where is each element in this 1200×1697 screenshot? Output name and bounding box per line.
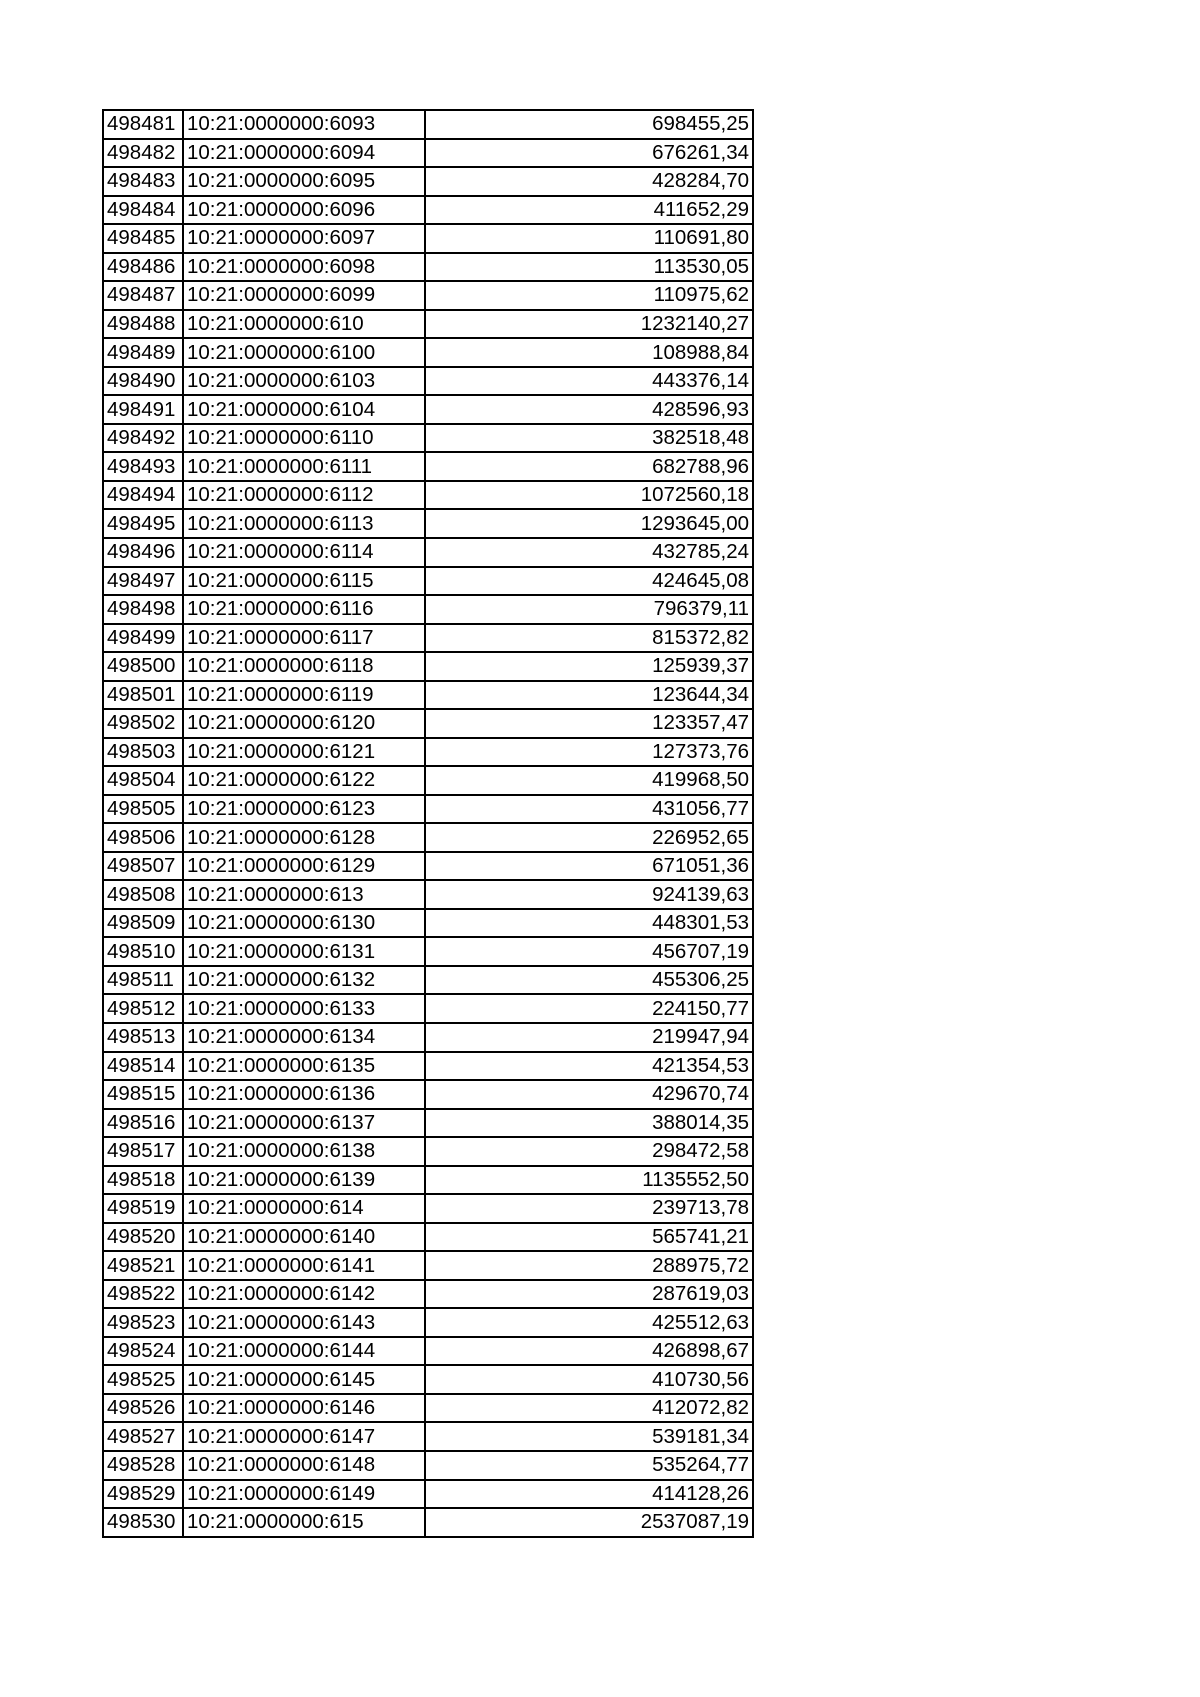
- table-row: [103, 624, 753, 653]
- cadastral-number-cell: 10:21:0000000:6104: [183, 395, 425, 424]
- row-number-cell: 498524: [103, 1337, 183, 1366]
- value-cell: 1293645,00: [425, 509, 753, 538]
- table-row: [103, 1508, 753, 1537]
- table-row: [103, 1023, 753, 1052]
- value-cell: 796379,11: [425, 595, 753, 624]
- table-row: [103, 424, 753, 453]
- value-cell: 676261,34: [425, 139, 753, 168]
- row-number-cell: 498507: [103, 852, 183, 881]
- value-cell: 455306,25: [425, 966, 753, 995]
- value-cell: 298472,58: [425, 1137, 753, 1166]
- row-number-cell: 498515: [103, 1080, 183, 1109]
- cadastral-number-cell: 10:21:0000000:6148: [183, 1451, 425, 1480]
- value-cell: 815372,82: [425, 624, 753, 653]
- table-row: [103, 1394, 753, 1423]
- table-row: [103, 1280, 753, 1309]
- table-row: [103, 110, 753, 139]
- cadastral-number-cell: 10:21:0000000:615: [183, 1508, 425, 1537]
- value-cell: 431056,77: [425, 795, 753, 824]
- row-number-cell: 498502: [103, 709, 183, 738]
- row-number-cell: 498499: [103, 624, 183, 653]
- value-cell: 443376,14: [425, 367, 753, 396]
- table-row: [103, 509, 753, 538]
- cadastral-number-cell: 10:21:0000000:6120: [183, 709, 425, 738]
- table-row: [103, 1480, 753, 1509]
- value-cell: 671051,36: [425, 852, 753, 881]
- row-number-cell: 498492: [103, 424, 183, 453]
- cadastral-number-cell: 10:21:0000000:6129: [183, 852, 425, 881]
- row-number-cell: 498482: [103, 139, 183, 168]
- row-number-cell: 498481: [103, 110, 183, 139]
- cadastral-number-cell: 10:21:0000000:6141: [183, 1251, 425, 1280]
- row-number-cell: 498523: [103, 1308, 183, 1337]
- table-row: [103, 1194, 753, 1223]
- cadastral-number-cell: 10:21:0000000:613: [183, 880, 425, 909]
- value-cell: 219947,94: [425, 1023, 753, 1052]
- table-row: [103, 567, 753, 596]
- row-number-cell: 498489: [103, 338, 183, 367]
- cadastral-number-cell: 10:21:0000000:6110: [183, 424, 425, 453]
- value-cell: 1232140,27: [425, 310, 753, 339]
- cadastral-number-cell: 10:21:0000000:6133: [183, 994, 425, 1023]
- value-cell: 426898,67: [425, 1337, 753, 1366]
- table-row: [103, 1422, 753, 1451]
- row-number-cell: 498500: [103, 652, 183, 681]
- cadastral-number-cell: 10:21:0000000:6118: [183, 652, 425, 681]
- value-cell: 388014,35: [425, 1109, 753, 1138]
- table-row: [103, 338, 753, 367]
- table-row: [103, 367, 753, 396]
- value-cell: 1072560,18: [425, 481, 753, 510]
- table-row: [103, 823, 753, 852]
- value-cell: 108988,84: [425, 338, 753, 367]
- cadastral-number-cell: 10:21:0000000:6142: [183, 1280, 425, 1309]
- row-number-cell: 498508: [103, 880, 183, 909]
- value-cell: 127373,76: [425, 738, 753, 767]
- row-number-cell: 498490: [103, 367, 183, 396]
- table-row: [103, 1251, 753, 1280]
- cadastral-number-cell: 10:21:0000000:6122: [183, 766, 425, 795]
- value-cell: 428284,70: [425, 167, 753, 196]
- row-number-cell: 498504: [103, 766, 183, 795]
- value-cell: 287619,03: [425, 1280, 753, 1309]
- row-number-cell: 498510: [103, 937, 183, 966]
- row-number-cell: 498511: [103, 966, 183, 995]
- cadastral-number-cell: 10:21:0000000:6112: [183, 481, 425, 510]
- value-cell: 113530,05: [425, 253, 753, 282]
- row-number-cell: 498529: [103, 1480, 183, 1509]
- table-row: [103, 1337, 753, 1366]
- table-row: [103, 681, 753, 710]
- table-row: [103, 253, 753, 282]
- cadastral-number-cell: 10:21:0000000:6095: [183, 167, 425, 196]
- value-cell: 428596,93: [425, 395, 753, 424]
- row-number-cell: 498525: [103, 1365, 183, 1394]
- cadastral-number-cell: 10:21:0000000:6094: [183, 139, 425, 168]
- cadastral-number-cell: 10:21:0000000:6147: [183, 1422, 425, 1451]
- table-row: [103, 937, 753, 966]
- table-row: [103, 994, 753, 1023]
- value-cell: 419968,50: [425, 766, 753, 795]
- cadastral-number-cell: 10:21:0000000:6130: [183, 909, 425, 938]
- table-row: [103, 281, 753, 310]
- row-number-cell: 498496: [103, 538, 183, 567]
- table-row: [103, 852, 753, 881]
- table-row: [103, 196, 753, 225]
- value-cell: 539181,34: [425, 1422, 753, 1451]
- table-row: [103, 1223, 753, 1252]
- row-number-cell: 498513: [103, 1023, 183, 1052]
- value-cell: 410730,56: [425, 1365, 753, 1394]
- cadastral-number-cell: 10:21:0000000:6119: [183, 681, 425, 710]
- table-row: [103, 167, 753, 196]
- value-cell: 125939,37: [425, 652, 753, 681]
- cadastral-number-cell: 10:21:0000000:6143: [183, 1308, 425, 1337]
- cadastral-number-cell: 10:21:0000000:6111: [183, 452, 425, 481]
- table-row: [103, 1137, 753, 1166]
- cadastral-number-cell: 10:21:0000000:6136: [183, 1080, 425, 1109]
- table-row: [103, 139, 753, 168]
- row-number-cell: 498516: [103, 1109, 183, 1138]
- cadastral-number-cell: 10:21:0000000:6139: [183, 1166, 425, 1195]
- value-cell: 448301,53: [425, 909, 753, 938]
- row-number-cell: 498487: [103, 281, 183, 310]
- value-cell: 411652,29: [425, 196, 753, 225]
- cadastral-number-cell: 10:21:0000000:6131: [183, 937, 425, 966]
- table-row: [103, 652, 753, 681]
- value-cell: 226952,65: [425, 823, 753, 852]
- row-number-cell: 498527: [103, 1422, 183, 1451]
- row-number-cell: 498497: [103, 567, 183, 596]
- row-number-cell: 498486: [103, 253, 183, 282]
- row-number-cell: 498530: [103, 1508, 183, 1537]
- value-cell: 424645,08: [425, 567, 753, 596]
- table-row: [103, 880, 753, 909]
- value-cell: 110691,80: [425, 224, 753, 253]
- value-cell: 924139,63: [425, 880, 753, 909]
- table-row: [103, 709, 753, 738]
- table-row: [103, 909, 753, 938]
- cadastral-number-cell: 10:21:0000000:6096: [183, 196, 425, 225]
- row-number-cell: 498526: [103, 1394, 183, 1423]
- table-row: [103, 395, 753, 424]
- table-row: [103, 310, 753, 339]
- value-cell: 123357,47: [425, 709, 753, 738]
- value-cell: 421354,53: [425, 1052, 753, 1081]
- table-row: [103, 738, 753, 767]
- table-row: [103, 481, 753, 510]
- row-number-cell: 498494: [103, 481, 183, 510]
- cadastral-number-cell: 10:21:0000000:6093: [183, 110, 425, 139]
- cadastral-number-cell: 10:21:0000000:6099: [183, 281, 425, 310]
- value-cell: 224150,77: [425, 994, 753, 1023]
- row-number-cell: 498501: [103, 681, 183, 710]
- row-number-cell: 498491: [103, 395, 183, 424]
- table-row: [103, 795, 753, 824]
- row-number-cell: 498528: [103, 1451, 183, 1480]
- row-number-cell: 498522: [103, 1280, 183, 1309]
- cadastral-number-cell: 10:21:0000000:6100: [183, 338, 425, 367]
- value-cell: 698455,25: [425, 110, 753, 139]
- cadastral-number-cell: 10:21:0000000:6115: [183, 567, 425, 596]
- value-cell: 535264,77: [425, 1451, 753, 1480]
- cadastral-number-cell: 10:21:0000000:6103: [183, 367, 425, 396]
- row-number-cell: 498493: [103, 452, 183, 481]
- table-row: [103, 1080, 753, 1109]
- cadastral-number-cell: 10:21:0000000:6117: [183, 624, 425, 653]
- value-cell: 110975,62: [425, 281, 753, 310]
- table-row: [103, 224, 753, 253]
- value-cell: 414128,26: [425, 1480, 753, 1509]
- value-cell: 456707,19: [425, 937, 753, 966]
- row-number-cell: 498520: [103, 1223, 183, 1252]
- table-row: [103, 1365, 753, 1394]
- value-cell: 682788,96: [425, 452, 753, 481]
- cadastral-number-cell: 10:21:0000000:6128: [183, 823, 425, 852]
- table-row: [103, 1308, 753, 1337]
- cadastral-number-cell: 10:21:0000000:6123: [183, 795, 425, 824]
- table-row: [103, 1109, 753, 1138]
- table-row: [103, 452, 753, 481]
- row-number-cell: 498518: [103, 1166, 183, 1195]
- row-number-cell: 498485: [103, 224, 183, 253]
- data-table: [102, 109, 754, 1538]
- cadastral-number-cell: 10:21:0000000:6137: [183, 1109, 425, 1138]
- row-number-cell: 498505: [103, 795, 183, 824]
- row-number-cell: 498503: [103, 738, 183, 767]
- value-cell: 1135552,50: [425, 1166, 753, 1195]
- value-cell: 2537087,19: [425, 1508, 753, 1537]
- value-cell: 239713,78: [425, 1194, 753, 1223]
- value-cell: 565741,21: [425, 1223, 753, 1252]
- table-row: [103, 1166, 753, 1195]
- row-number-cell: 498519: [103, 1194, 183, 1223]
- value-cell: 432785,24: [425, 538, 753, 567]
- table-body: [103, 110, 753, 1537]
- row-number-cell: 498521: [103, 1251, 183, 1280]
- table-row: [103, 1451, 753, 1480]
- row-number-cell: 498498: [103, 595, 183, 624]
- row-number-cell: 498514: [103, 1052, 183, 1081]
- table-row: [103, 595, 753, 624]
- cadastral-number-cell: 10:21:0000000:6145: [183, 1365, 425, 1394]
- table-row: [103, 966, 753, 995]
- cadastral-number-cell: 10:21:0000000:6134: [183, 1023, 425, 1052]
- value-cell: 425512,63: [425, 1308, 753, 1337]
- cadastral-number-cell: 10:21:0000000:610: [183, 310, 425, 339]
- table-row: [103, 766, 753, 795]
- row-number-cell: 498517: [103, 1137, 183, 1166]
- row-number-cell: 498509: [103, 909, 183, 938]
- row-number-cell: 498506: [103, 823, 183, 852]
- value-cell: 382518,48: [425, 424, 753, 453]
- row-number-cell: 498484: [103, 196, 183, 225]
- row-number-cell: 498488: [103, 310, 183, 339]
- cadastral-number-cell: 10:21:0000000:6144: [183, 1337, 425, 1366]
- cadastral-number-cell: 10:21:0000000:6146: [183, 1394, 425, 1423]
- row-number-cell: 498512: [103, 994, 183, 1023]
- cadastral-number-cell: 10:21:0000000:6121: [183, 738, 425, 767]
- cadastral-number-cell: 10:21:0000000:6149: [183, 1480, 425, 1509]
- table-row: [103, 538, 753, 567]
- cadastral-number-cell: 10:21:0000000:6138: [183, 1137, 425, 1166]
- table-row: [103, 1052, 753, 1081]
- cadastral-number-cell: 10:21:0000000:614: [183, 1194, 425, 1223]
- cadastral-number-cell: 10:21:0000000:6116: [183, 595, 425, 624]
- value-cell: 429670,74: [425, 1080, 753, 1109]
- cadastral-number-cell: 10:21:0000000:6097: [183, 224, 425, 253]
- value-cell: 288975,72: [425, 1251, 753, 1280]
- cadastral-number-cell: 10:21:0000000:6140: [183, 1223, 425, 1252]
- cadastral-number-cell: 10:21:0000000:6098: [183, 253, 425, 282]
- value-cell: 412072,82: [425, 1394, 753, 1423]
- cadastral-number-cell: 10:21:0000000:6114: [183, 538, 425, 567]
- row-number-cell: 498483: [103, 167, 183, 196]
- cadastral-number-cell: 10:21:0000000:6135: [183, 1052, 425, 1081]
- cadastral-number-cell: 10:21:0000000:6113: [183, 509, 425, 538]
- value-cell: 123644,34: [425, 681, 753, 710]
- cadastral-number-cell: 10:21:0000000:6132: [183, 966, 425, 995]
- row-number-cell: 498495: [103, 509, 183, 538]
